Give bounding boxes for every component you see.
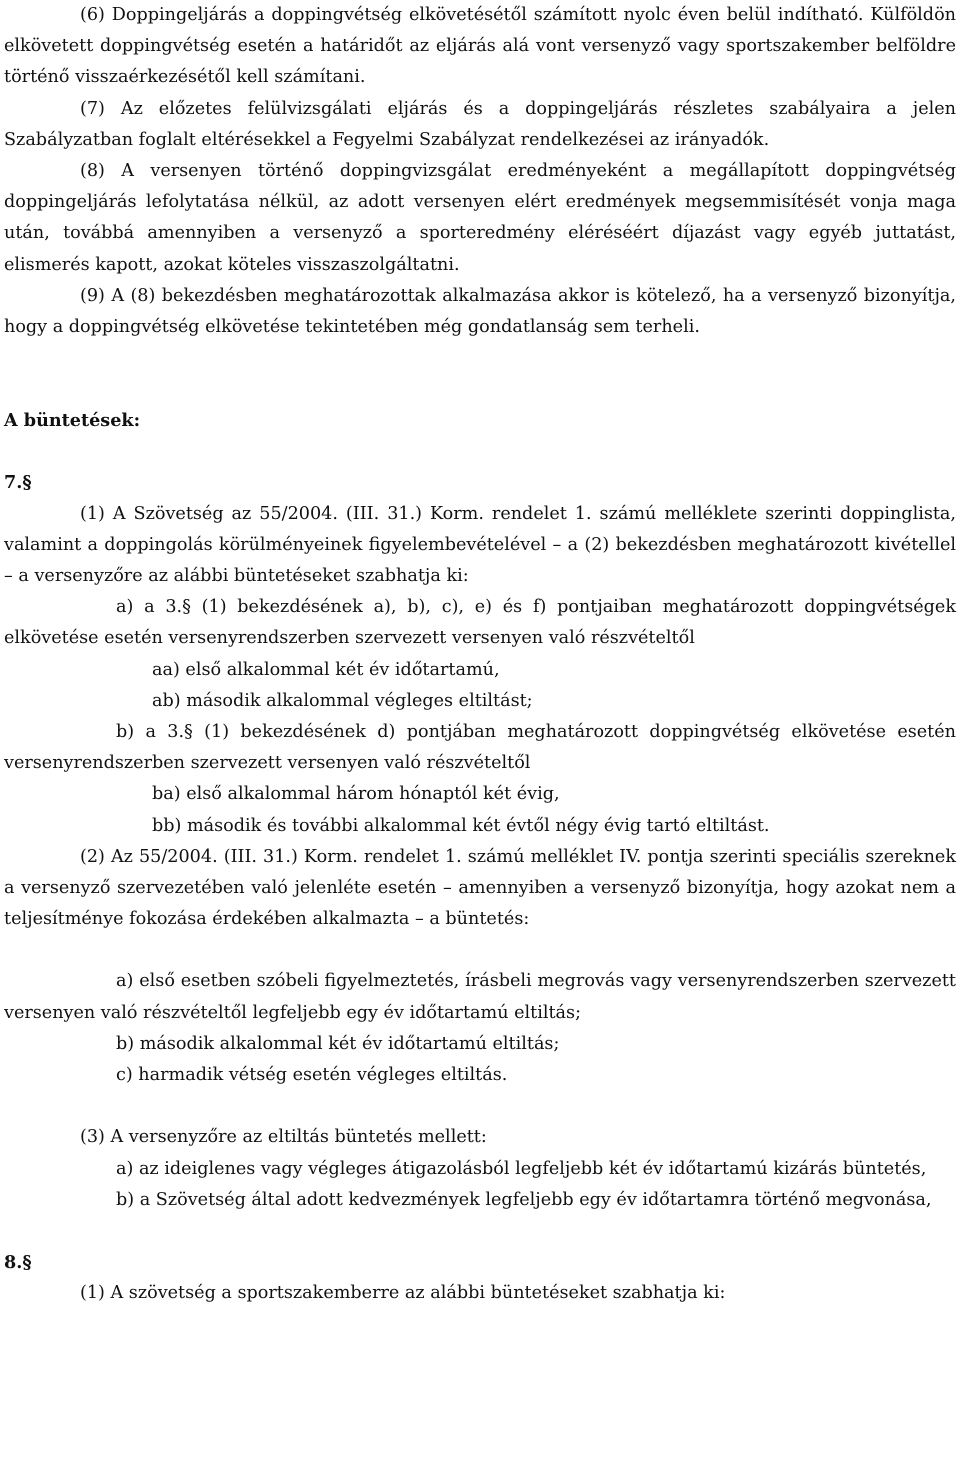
spacer (4, 1091, 956, 1122)
section-heading: A büntetések: (4, 410, 141, 432)
spacer (4, 343, 956, 374)
paragraph-8: (8) A versenyen történő doppingvizsgálat eredményeként a megállapított doppingvétség doppingeljárás lefolytatása nélkül, az adott versenyen elért eredmények megsemmisítését vonja maga után, továbbá amennyiben a versenyző a sporteredmény eléréséért díjazást vagy egyéb juttatást, elismerés kapott, azokat köteles visszaszolgáltatni. (4, 161, 956, 275)
list-item-2a: a) első esetben szóbeli figyelmeztetés, írásbeli megrovás vagy versenyrendszerben szervezett versenyen való részvételtől legfeljebb egy év időtartamú eltiltás; (4, 971, 956, 1023)
section-7-paragraph-2: (2) Az 55/2004. (III. 31.) Korm. rendelet 1. számú melléklet IV. pontja szerinti speciális szereknek a versenyző szervezetében való jelenléte esetén – amennyiben a versenyző bizonyítja, hogy azokat nem a teljesítménye fokozása érdekében alkalmazta – a büntetés: (4, 846, 956, 930)
section-7-number (4, 467, 956, 498)
section-7-paragraph-1: (1) A Szövetség az 55/2004. (III. 31.) Korm. rendelet 1. számú melléklete szerinti doppinglista, valamint a doppingolás körülményeinek figyelembevételével – a (2) bekezdésben meghatározott kivétellel – a versenyzőre az alábbi büntetéseket szabhatja ki: (4, 503, 956, 587)
section-8-paragraph-1: (1) A szövetség a sportszakemberre az alábbi büntetéseket szabhatja ki: (80, 1283, 726, 1304)
paragraph-7: (7) Az előzetes felülvizsgálati eljárás és a doppingeljárás részletes szabályaira a jelen Szabályzatban foglalt eltérésekkel a Fegyelmi Szabályzat rendelkezései az irányadók. (4, 98, 956, 150)
list-item-3a: a) az ideiglenes vagy végleges átigazolásból legfeljebb két év időtartamú kizárás büntetés, (116, 1158, 927, 1179)
spacer (4, 436, 956, 467)
paragraph-symbol: § (22, 1251, 32, 1273)
list-item-b: b) a 3.§ (1) bekezdésének d) pontjában meghatározott doppingvétség elkövetése esetén versenyrendszerben szervezett versenyen való részvételtől (4, 722, 956, 774)
section-8-number (4, 1247, 956, 1278)
section-7-label: 7. (4, 472, 23, 494)
list-item-ba: ba) első alkalommal három hónaptól két évig, (152, 784, 560, 805)
list-item-aa: aa) első alkalommal két év időtartamú, (152, 659, 500, 680)
section-7-paragraph-3: (3) A versenyzőre az eltiltás büntetés mellett: (80, 1127, 487, 1148)
paragraph-9: (9) A (8) bekezdésben meghatározottak alkalmazása akkor is kötelező, ha a versenyző bizonyítja, hogy a doppingvétség elkövetése tekintetében még gondatlanság sem terheli. (4, 285, 956, 338)
paragraph-6: (6) Doppingeljárás a doppingvétség elkövetésétől számított nyolc éven belül indítható. Külföldön elkövetett doppingvétség esetén a határidőt az eljárás alá vont versenyző vagy sportszakember belföldre történő visszaérkezésétől kell számítani. (4, 5, 956, 88)
spacer (4, 935, 956, 966)
spacer (4, 374, 956, 405)
paragraph-symbol: § (22, 472, 32, 494)
list-item-bb: bb) második és további alkalommal két évtől négy évig tartó eltiltást. (152, 815, 770, 836)
list-item-2b: b) második alkalommal két év időtartamú eltiltás; (116, 1033, 560, 1054)
list-item-a: a) a 3.§ (1) bekezdésének a), b), c), e) és f) pontjaiban meghatározott doppingvétségek elkövetése esetén versenyrendszerben szervezett versenyen való részvételtől (4, 597, 956, 649)
section-8-label: 8. (4, 1251, 23, 1273)
list-item-3b: b) a Szövetség által adott kedvezmények legfeljebb egy év időtartamra történő megvonása, (116, 1189, 932, 1210)
list-item-ab: ab) második alkalommal végleges eltiltást; (152, 690, 533, 711)
spacer (4, 1216, 956, 1247)
list-item-2c: c) harmadik vétség esetén végleges eltiltás. (116, 1065, 508, 1086)
